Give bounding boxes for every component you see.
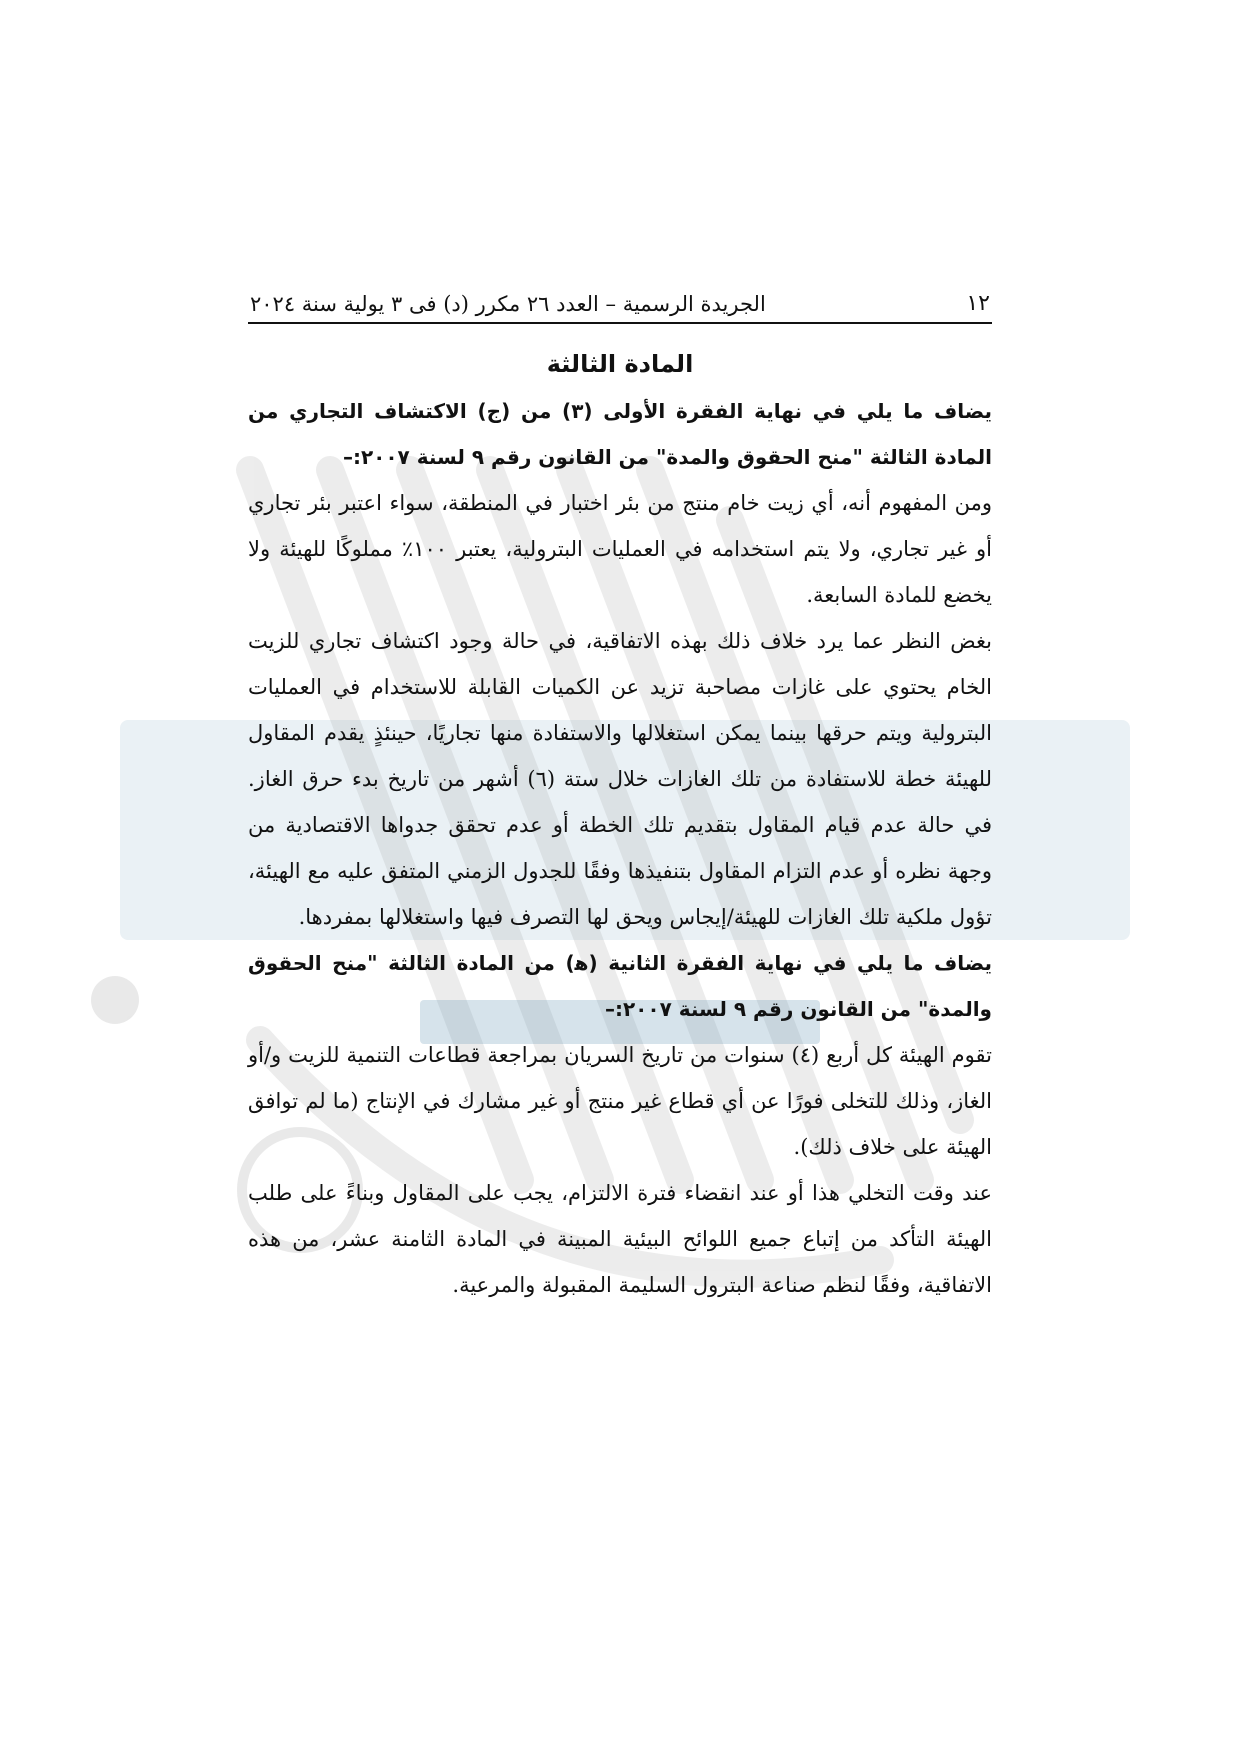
page-header xyxy=(248,276,992,324)
article-title: المادة الثالثة xyxy=(546,350,694,378)
amendment-heading-2: يضاف ما يلي في نهاية الفقرة الثانية (ﻫ) من المادة الثالثة "منح الحقوق والمدة" من القانون رقم ٩ لسنة ٢٠٠٧:– xyxy=(248,951,992,1021)
paragraph-relinquishment: عند وقت التخلي هذا أو عند انقضاء فترة الالتزام، يجب على المقاول وبناءً على طلب الهيئة التأكد من إتباع جميع اللوائح البيئية المبينة في المادة الثامنة عشر، من هذه الاتفاقية، وفقًا لنظم صناعة البترول السليمة المقبولة والمرعية. xyxy=(248,1181,992,1297)
amendment-heading-1: يضاف ما يلي في نهاية الفقرة الأولى (٣) من (ج) الاكتشاف التجاري من المادة الثالثة "منح الحقوق والمدة" من القانون رقم ٩ لسنة ٢٠٠٧:– xyxy=(248,399,992,469)
page-number: ١٢ xyxy=(966,291,990,316)
page-content xyxy=(248,276,992,1308)
paragraph-associated-gas: بغض النظر عما يرد خلاف ذلك بهذه الاتفاقية، في حالة وجود اكتشاف تجاري للزيت الخام يحتوي على غازات مصاحبة تزيد عن الكميات القابلة للاستخدام في العمليات البترولية ويتم حرقها بينما يمكن استغلالها والاستفادة منها تجاريًا، حينئذٍ يقدم المقاول للهيئة خطة للاستفادة من تلك الغازات خلال ستة (٦) أشهر من تاريخ بدء حرق الغاز. في حالة عدم قيام المقاول بتقديم تلك الخطة أو عدم تحقق جدواها الاقتصادية من وجهة نظره أو عدم التزام المقاول بتنفيذها وفقًا للجدول الزمني المتفق عليه مع الهيئة، تؤول ملكية تلك الغازات للهيئة/إيجاس ويحق لها التصرف فيها واستغلالها بمفردها. xyxy=(248,629,992,929)
paragraph-crude-ownership: ومن المفهوم أنه، أي زيت خام منتج من بئر اختبار في المنطقة، سواء اعتبر بئر تجاري أو غير تجاري، ولا يتم استخدامه في العمليات البترولية، يعتبر ١٠٠٪ مملوكًا للهيئة ولا يخضع للمادة السابعة. xyxy=(248,491,992,607)
publication-line: الجريدة الرسمية – العدد ٢٦ مكرر (د) فى ٣ يولية سنة ٢٠٢٤ xyxy=(250,292,766,316)
paragraph-review-sectors: تقوم الهيئة كل أربع (٤) سنوات من تاريخ السريان بمراجعة قطاعات التنمية للزيت و/أو الغاز، وذلك للتخلى فورًا عن أي قطاع غير منتج أو غير مشارك في الإنتاج (ما لم توافق الهيئة على خلاف ذلك). xyxy=(248,1043,992,1159)
